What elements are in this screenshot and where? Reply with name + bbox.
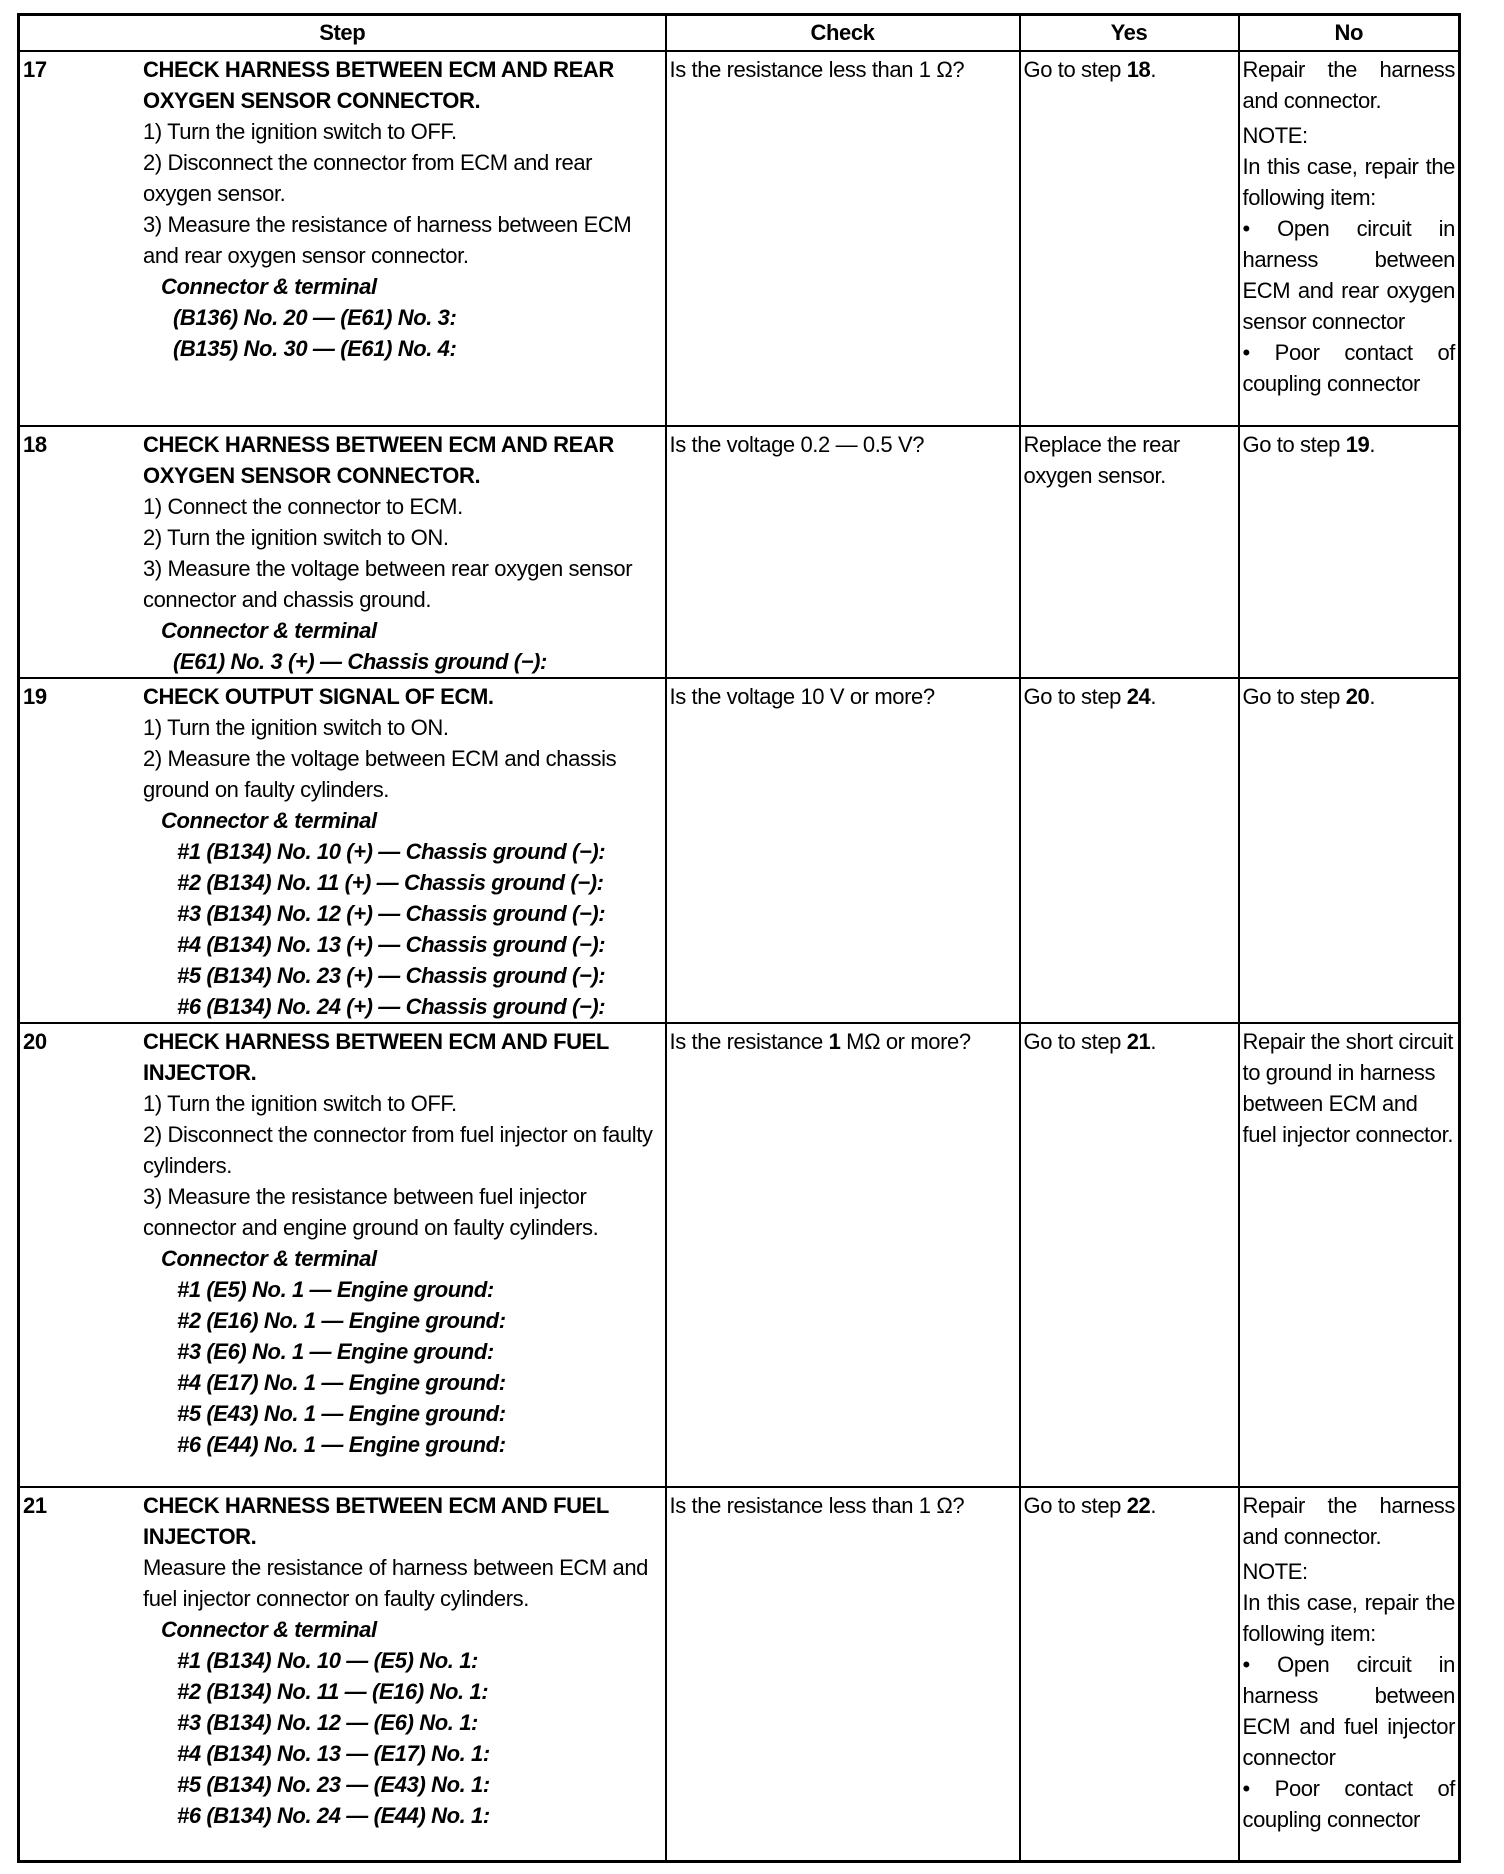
step-title: CHECK HARNESS BETWEEN ECM AND FUEL INJECTOR. [143, 1029, 609, 1085]
step-number: 18 [23, 432, 47, 457]
yes-step-ref: 24 [1126, 684, 1151, 709]
instruction: 2) Disconnect the connector from ECM and rear oxygen sensor. [143, 150, 593, 206]
note-intro: In this case, repair the following item: [1242, 1590, 1455, 1646]
instruction: 1) Turn the ignition switch to ON. [143, 715, 449, 740]
connector-terminal-label: Connector & terminal [161, 1246, 377, 1271]
yes-suffix: . [1150, 1029, 1157, 1054]
check-suffix: MΩ or more? [840, 1029, 971, 1054]
yes-suffix: . [1150, 57, 1157, 82]
connector-terminal-item: #4 (B134) No. 13 — (E17) No. 1: [177, 1741, 490, 1766]
check-cell: Is the voltage 10 V or more? [666, 678, 1020, 1023]
step-cell [19, 678, 666, 1023]
header-check: Check [666, 15, 1020, 52]
no-cell: Repair the short circuit to ground in harness between ECM and fuel injector connector. [1239, 1023, 1460, 1487]
yes-step-ref: 18 [1126, 57, 1151, 82]
step-title: CHECK OUTPUT SIGNAL OF ECM. [143, 684, 494, 709]
header-no: No [1239, 15, 1460, 52]
connector-terminal-item: #3 (B134) No. 12 (+) — Chassis ground (−): [177, 901, 606, 926]
yes-step-ref: 22 [1126, 1493, 1151, 1518]
table-header-row [19, 15, 1460, 52]
connector-terminal-label: Connector & terminal [161, 808, 377, 833]
connector-terminal-item: #6 (B134) No. 24 (+) — Chassis ground (−): [177, 994, 606, 1019]
step-number: 21 [23, 1493, 47, 1518]
connector-terminal-item: #6 (E44) No. 1 — Engine ground: [177, 1432, 506, 1457]
step-cell [19, 426, 666, 678]
instruction: 3) Measure the resistance of harness between ECM and rear oxygen sensor connector. [143, 212, 632, 268]
no-text: Go to step [1242, 432, 1346, 457]
step-number: 19 [23, 684, 47, 709]
connector-terminal-item: #4 (E17) No. 1 — Engine ground: [177, 1370, 506, 1395]
yes-cell: Replace the rear oxygen sensor. [1020, 426, 1239, 678]
header-step: Step [19, 15, 666, 52]
check-value: 1 [828, 1029, 841, 1054]
yes-text: Go to step [1023, 57, 1127, 82]
no-suffix: . [1369, 432, 1376, 457]
step-cell [19, 51, 666, 426]
instruction: 1) Turn the ignition switch to OFF. [143, 1091, 457, 1116]
instruction: 1) Connect the connector to ECM. [143, 494, 463, 519]
no-cell [1239, 51, 1460, 426]
note-bullet: • Open circuit in harness between ECM and rear oxygen sensor connector [1242, 216, 1455, 334]
check-cell [666, 1023, 1020, 1487]
check-cell: Is the voltage 0.2 — 0.5 V? [666, 426, 1020, 678]
connector-terminal-item: #3 (E6) No. 1 — Engine ground: [177, 1339, 494, 1364]
yes-text: Go to step [1023, 684, 1127, 709]
connector-terminal-item: (E61) No. 3 (+) — Chassis ground (−): [173, 649, 547, 674]
instruction: 2) Disconnect the connector from fuel injector on faulty cylinders. [143, 1122, 653, 1178]
instruction: 1) Turn the ignition switch to OFF. [143, 119, 457, 144]
note-bullet: • Open circuit in harness between ECM and fuel injector connector [1242, 1652, 1455, 1770]
no-cell [1239, 1487, 1460, 1862]
note-label: NOTE: [1242, 123, 1308, 148]
connector-terminal-label: Connector & terminal [161, 274, 377, 299]
connector-terminal-item: #6 (B134) No. 24 — (E44) No. 1: [177, 1803, 490, 1828]
connector-terminal-label: Connector & terminal [161, 618, 377, 643]
table-row-step-19 [19, 678, 1460, 1023]
connector-terminal-item: #2 (E16) No. 1 — Engine ground: [177, 1308, 506, 1333]
instruction: 3) Measure the voltage between rear oxygen sensor connector and chassis ground. [143, 556, 633, 612]
connector-terminal-item: #5 (E43) No. 1 — Engine ground: [177, 1401, 506, 1426]
step-title: CHECK HARNESS BETWEEN ECM AND REAR OXYGEN SENSOR CONNECTOR. [143, 57, 614, 113]
connector-terminal-item: #1 (B134) No. 10 — (E5) No. 1: [177, 1648, 478, 1673]
no-cell [1239, 426, 1460, 678]
no-step-ref: 19 [1345, 432, 1370, 457]
connector-terminal-label: Connector & terminal [161, 1617, 377, 1642]
diagnostic-procedure-table [17, 13, 1461, 1863]
check-cell: Is the resistance less than 1 Ω? [666, 51, 1020, 426]
instruction: 2) Measure the voltage between ECM and chassis ground on faulty cylinders. [143, 746, 617, 802]
yes-step-ref: 21 [1126, 1029, 1151, 1054]
step-cell [19, 1023, 666, 1487]
no-text: Go to step [1242, 684, 1346, 709]
yes-cell [1020, 1023, 1239, 1487]
instruction: Measure the resistance of harness between ECM and fuel injector connector on faulty cylinders. [143, 1555, 649, 1611]
connector-terminal-item: #2 (B134) No. 11 — (E16) No. 1: [177, 1679, 489, 1704]
note-intro: In this case, repair the following item: [1242, 154, 1455, 210]
yes-cell [1020, 678, 1239, 1023]
note-bullet: • Poor contact of coupling connector [1242, 340, 1455, 396]
table-row-step-18 [19, 426, 1460, 678]
step-number: 20 [23, 1029, 47, 1054]
yes-suffix: . [1150, 684, 1157, 709]
yes-text: Go to step [1023, 1029, 1127, 1054]
yes-suffix: . [1150, 1493, 1157, 1518]
note-bullet: • Poor contact of coupling connector [1242, 1776, 1455, 1832]
check-cell: Is the resistance less than 1 Ω? [666, 1487, 1020, 1862]
instruction: 2) Turn the ignition switch to ON. [143, 525, 449, 550]
connector-terminal-item: (B136) No. 20 — (E61) No. 3: [173, 305, 457, 330]
yes-cell [1020, 1487, 1239, 1862]
yes-cell [1020, 51, 1239, 426]
check-text: Is the resistance [669, 1029, 829, 1054]
table-row-step-21 [19, 1487, 1460, 1862]
no-step-ref: 20 [1345, 684, 1370, 709]
no-main-text: Repair the harness and connector. [1242, 1493, 1455, 1549]
step-title: CHECK HARNESS BETWEEN ECM AND REAR OXYGEN SENSOR CONNECTOR. [143, 432, 614, 488]
connector-terminal-item: #2 (B134) No. 11 (+) — Chassis ground (−): [177, 870, 604, 895]
note-label: NOTE: [1242, 1559, 1308, 1584]
connector-terminal-item: #5 (B134) No. 23 — (E43) No. 1: [177, 1772, 490, 1797]
step-cell [19, 1487, 666, 1862]
no-main-text: Repair the harness and connector. [1242, 57, 1455, 113]
header-yes: Yes [1020, 15, 1239, 52]
yes-text: Go to step [1023, 1493, 1127, 1518]
table-row-step-17 [19, 51, 1460, 426]
connector-terminal-item: #1 (E5) No. 1 — Engine ground: [177, 1277, 494, 1302]
no-suffix: . [1369, 684, 1376, 709]
connector-terminal-item: #4 (B134) No. 13 (+) — Chassis ground (−): [177, 932, 606, 957]
connector-terminal-item: #5 (B134) No. 23 (+) — Chassis ground (−): [177, 963, 606, 988]
step-title: CHECK HARNESS BETWEEN ECM AND FUEL INJECTOR. [143, 1493, 609, 1549]
connector-terminal-item: #3 (B134) No. 12 — (E6) No. 1: [177, 1710, 478, 1735]
instruction: 3) Measure the resistance between fuel injector connector and engine ground on faulty cylinders. [143, 1184, 599, 1240]
connector-terminal-item: (B135) No. 30 — (E61) No. 4: [173, 336, 457, 361]
step-number: 17 [23, 57, 47, 82]
no-cell [1239, 678, 1460, 1023]
table-row-step-20 [19, 1023, 1460, 1487]
connector-terminal-item: #1 (B134) No. 10 (+) — Chassis ground (−): [177, 839, 606, 864]
